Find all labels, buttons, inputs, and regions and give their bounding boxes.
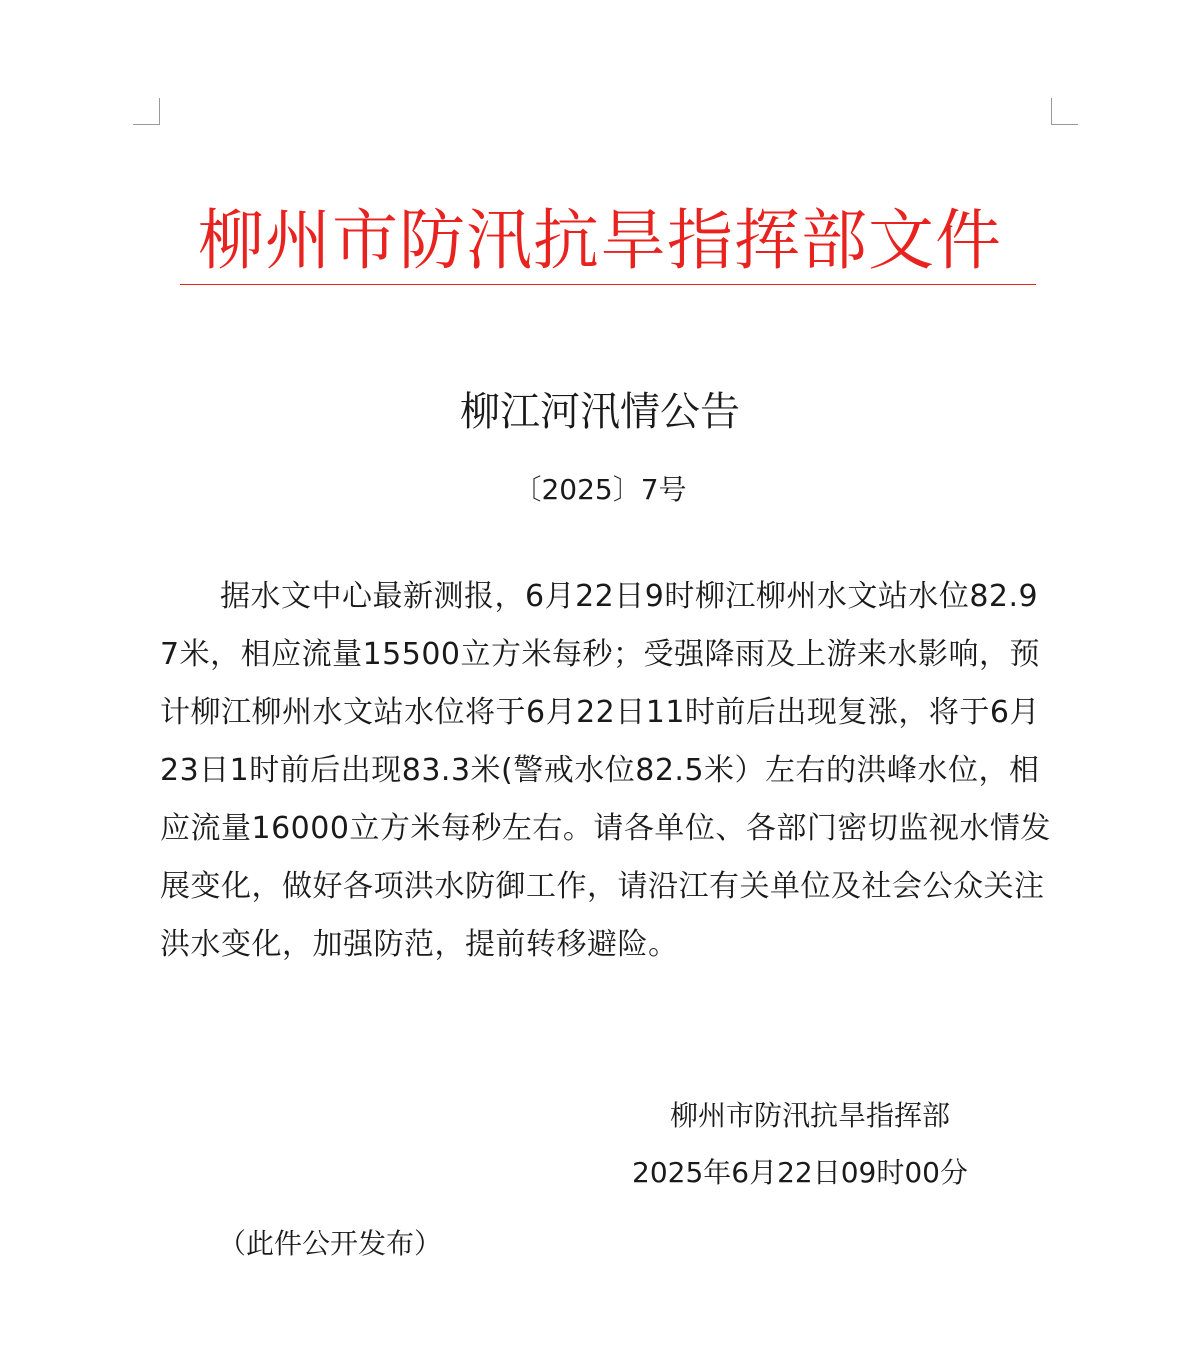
masthead-red-rule (180, 284, 1036, 285)
issuing-organization: 柳州市防汛抗旱指挥部 (669, 1099, 950, 1132)
document-number: 〔2025〕7号 (513, 473, 687, 506)
page-corner-mark-top-left (133, 98, 160, 125)
release-note: （此件公开发布） (218, 1227, 443, 1260)
issue-datetime: 2025年6月22日09时00分 (632, 1156, 968, 1189)
page-corner-mark-top-right (1051, 98, 1078, 125)
announcement-body: 据水文中心最新测报，6月22日9时柳江柳州水文站水位82.97米，相应流量15500立方米每秒；受强降雨及上游来水影响，预计柳江柳州水文站水位将于6月22日11时前后出现复涨，将于6月23日1时前后出现83.3米(警戒水位82.5米）左右的洪峰水位，相应流量16000立方米每秒左右。请各单位、各部门密切监视水情发展变化，做好各项洪水防御工作，请沿江有关单位及社会公众关注洪水变化，加强防范，提前转移避险。 (160, 579, 1051, 962)
page-title: 柳江河汛情公告 (460, 389, 740, 435)
document-masthead: 柳州市防汛抗旱指挥部文件 (198, 202, 1002, 279)
